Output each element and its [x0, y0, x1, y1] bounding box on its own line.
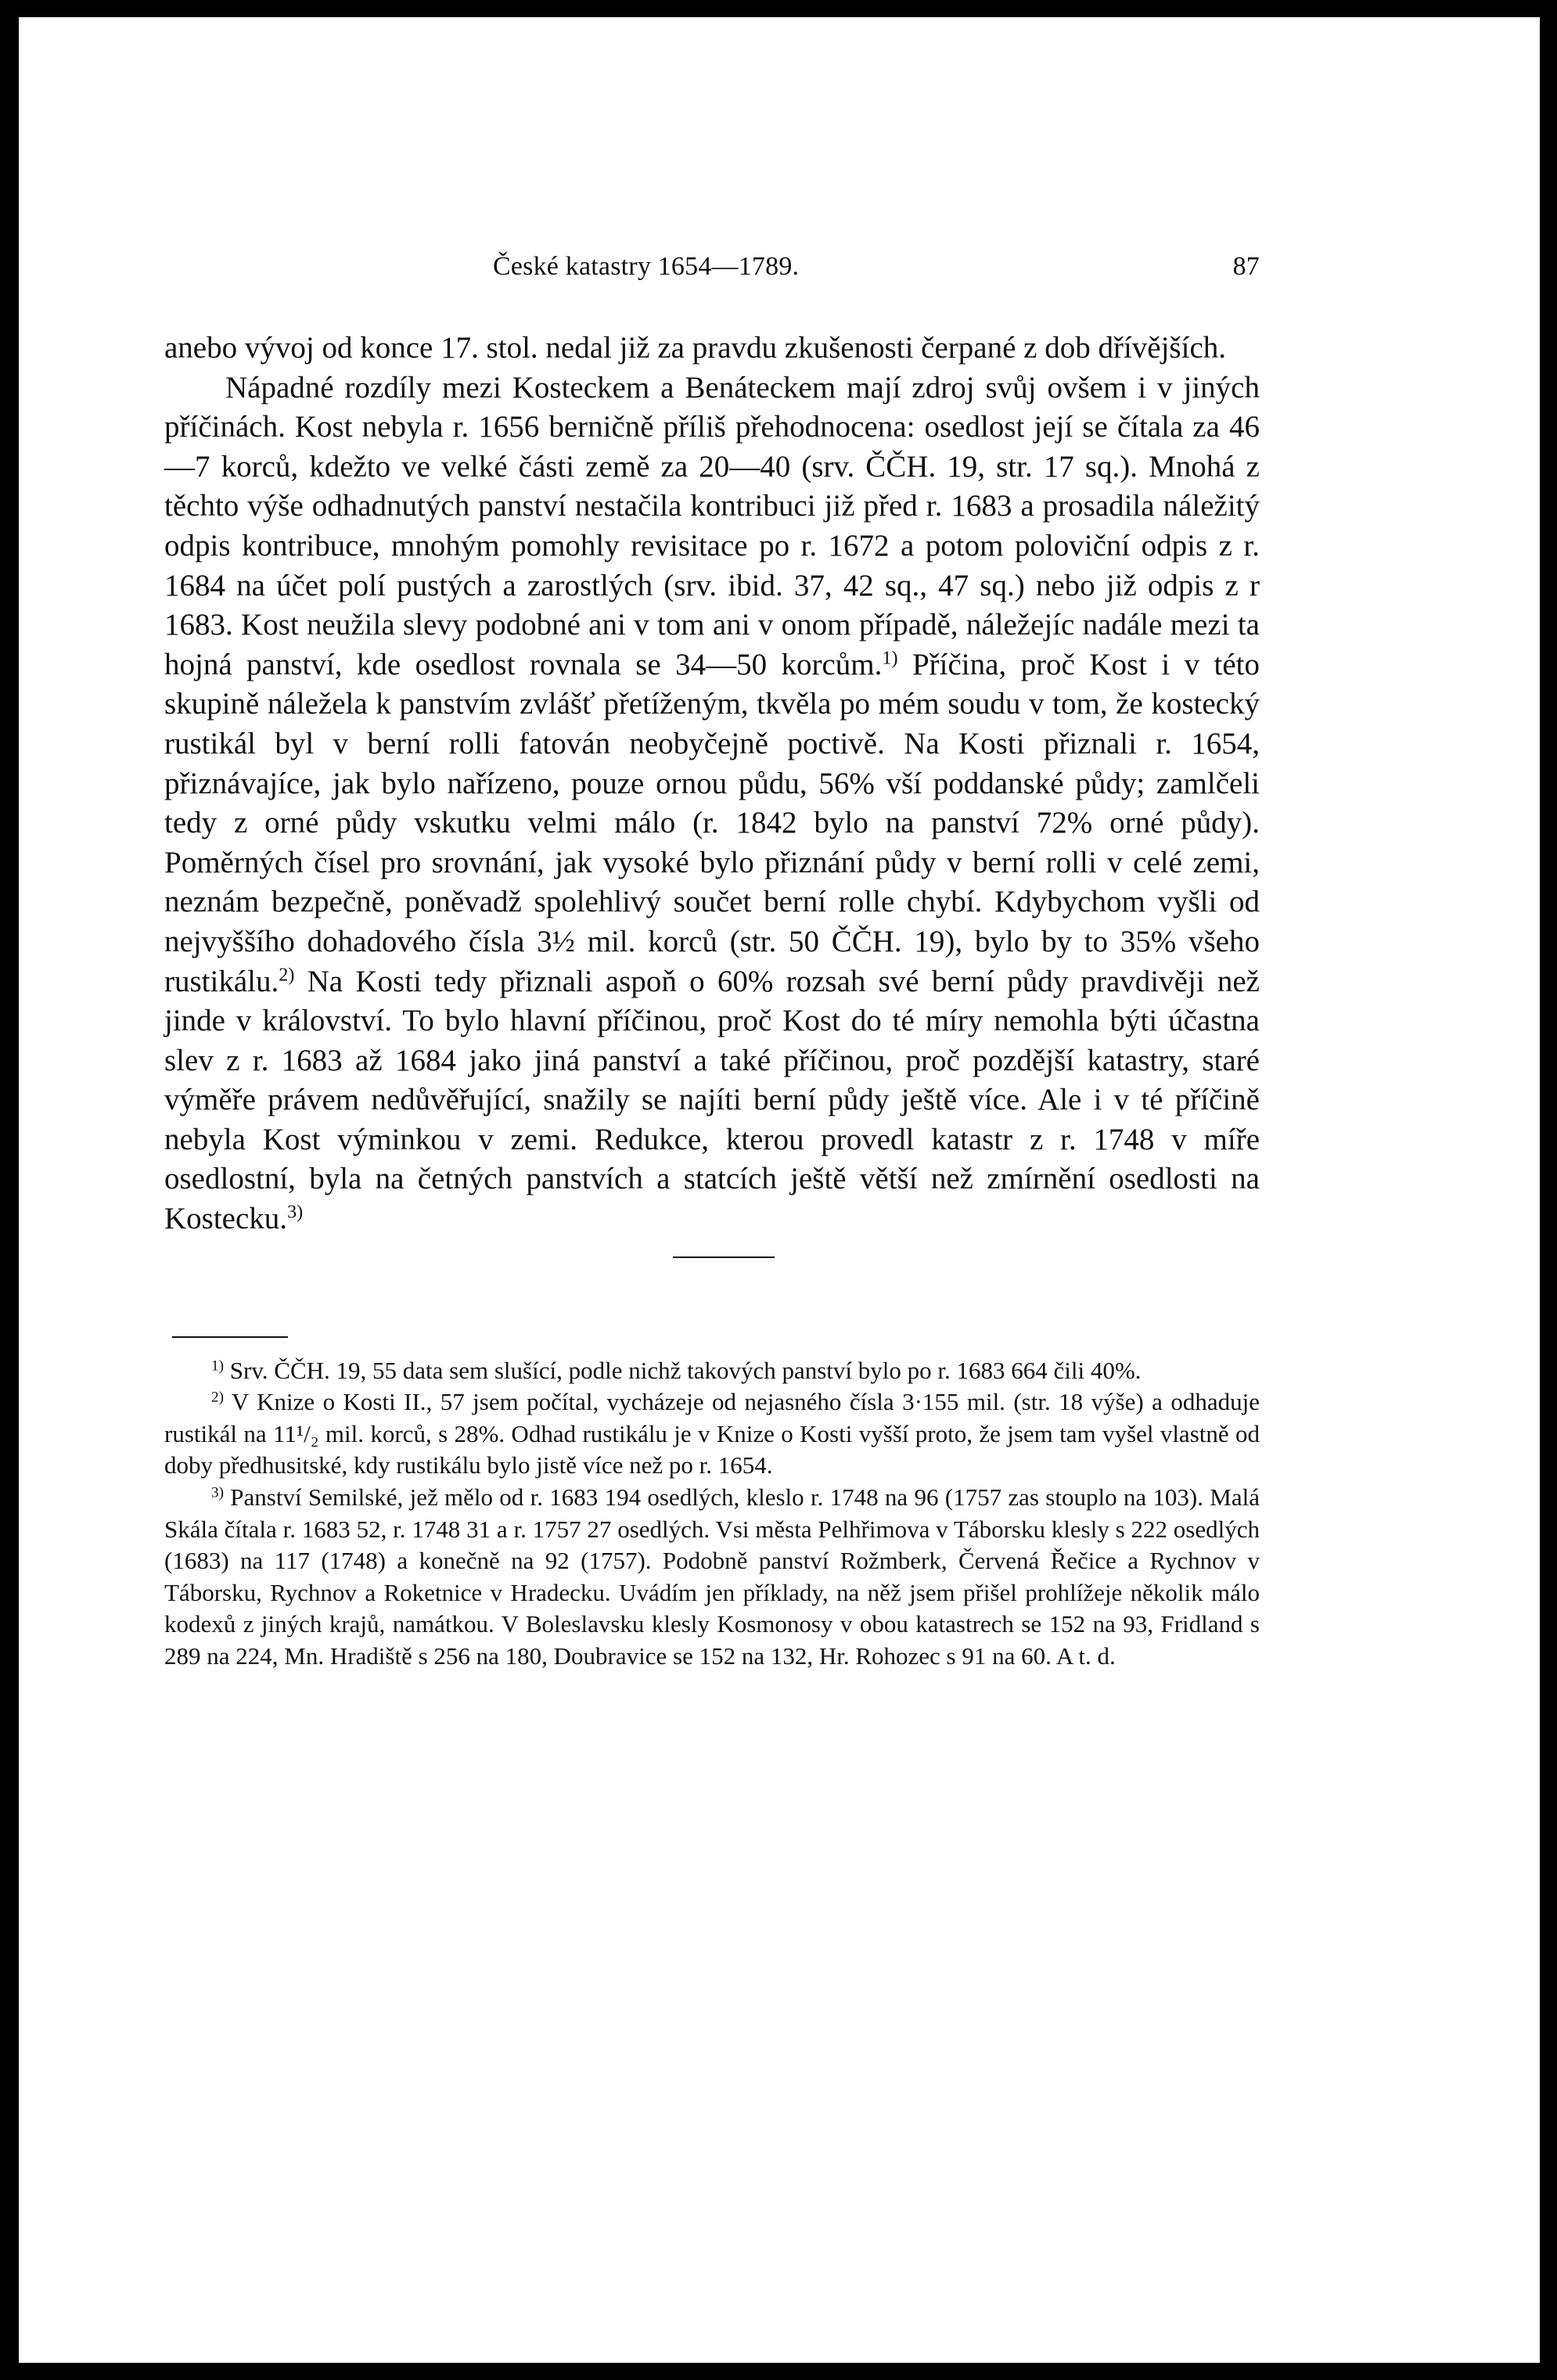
- footnote-ref-2: 2): [279, 964, 295, 986]
- section-end-rule: [673, 1257, 775, 1258]
- footnote-1: [164, 1355, 1260, 1387]
- footnote-2: [164, 1386, 1260, 1482]
- running-title: České katastry 1654—1789.: [493, 252, 800, 281]
- paragraph-2: [164, 369, 1260, 1239]
- footnote-separator: [172, 1336, 288, 1338]
- footnote-3-text: Panství Semilské, jež mělo od r. 1683 194 osedlých, kleslo r. 1748 na 96 (1757 zas stouplo na 103). Malá Skála čítala r. 1683 52, r. 1748 31 a r. 1757 27 osedlých. Vsi města Pelhřimova v Táborsku klesly s 222 osedlých (1683) na 117 (1748) a konečně na 92 (1757). Podobně panství Rožmberk, Červená Řečice a Rychnov v Táborsku, Rychnov a Roketnice v Hradecku. Uvádím jen příklady, na něž jsem přišel prohlížeje několik málo kodexů z jiných krajů, namátkou. V Boleslavsku klesly Kosmonosy v obou katastrech se 152 na 93, Fridland s 289 na 224, Mn. Hradiště s 256 na 180, Doubravice se 152 na 132, Hr. Rohozec s 91 na 60. A t. d.: [164, 1483, 1260, 1670]
- footnote-ref-1: 1): [882, 647, 898, 669]
- body-text: [164, 329, 1260, 1239]
- footnote-3-marker: 3): [211, 1484, 224, 1501]
- paragraph-2-part-3: Na Kosti tedy přiznali aspoň o 60% rozsah své berní půdy pravdivěji než jinde v království. To bylo hlavní příčinou, proč Kost do té míry nemohla býti účastna slev z r. 1683 až 1684 jako jiná panství a také příčinou, proč pozdější katastry, staré výměře právem nedůvěřující, snažily se najíti berní půdy ještě více. Ale i v té příčině nebyla Kost výminkou v zemi. Redukce, kterou provedl katastr z r. 1748 v míře osedlostní, byla na četných panstvích a statcích ještě větší než zmírnění osedlosti na Kostecku.: [164, 964, 1260, 1236]
- footnote-ref-3: 3): [287, 1201, 304, 1223]
- scanned-page: [19, 17, 1540, 2363]
- footnote-2-marker: 2): [211, 1389, 224, 1406]
- page-number: 87: [1232, 252, 1260, 281]
- page-content: [164, 252, 1260, 1673]
- running-header: [164, 252, 1260, 299]
- footnote-1-text: Srv. ČČH. 19, 55 data sem slušící, podle nichž takových panství bylo po r. 1683 664 čili 40%.: [224, 1356, 1142, 1384]
- footnote-1-marker: 1): [211, 1357, 224, 1375]
- paragraph-2-part-2: Příčina, proč Kost i v této skupině náležela k panstvím zvlášť přetíženým, tkvěla po mém soudu v tom, že kostecký rustikál byl v berní rolli fatován neobyčejně poctivě. Na Kosti přiznali r. 1654, přiznávajíce, jak bylo nařízeno, pouze ornou půdu, 56% vší poddanské půdy; zamlčeli tedy z orné půdy vskutku velmi málo (r. 1842 bylo na panství 72% orné půdy). Poměrných čísel pro srovnání, jak vysoké bylo přiznání půdy v berní rolli v celé zemi, neznám bezpečně, poněvadž spolehlivý součet berní rolle chybí. Kdybychom vyšli od nejvyššího dohadového čísla 3½ mil. korců (str. 50 ČČH. 19), bylo by to 35% všeho rustikálu.: [164, 647, 1260, 998]
- footnote-2-text: V Knize o Kosti II., 57 jsem počítal, vycházeje od nejasného čísla 3·155 mil. (str. 18 výše) a odhaduje rustikál na 11¹/₂ mil. korců, s 28%. Odhad rustikálu je v Knize o Kosti vyšší proto, že jsem tam vyšel vlastně od doby předhusitské, kdy rustikálu bylo jistě více než po r. 1654.: [164, 1388, 1260, 1479]
- paragraph-2-part-1: Nápadné rozdíly mezi Kosteckem a Benáteckem mají zdroj svůj ovšem i v jiných příčinách. Kost nebyla r. 1656 berničně příliš přehodnocena: osedlost její se čítala za 46—7 korců, kdežto ve velké části země za 20—40 (srv. ČČH. 19, str. 17 sq.). Mnohá z těchto výše odhadnutých panství nestačila kontribuci již před r. 1683 a prosadila náležitý odpis kontribuce, mnohým pomohly revisitace po r. 1672 a potom poloviční odpis z r. 1684 na účet polí pustých a zarostlých (srv. ibid. 37, 42 sq., 47 sq.) nebo již odpis z r 1683. Kost neužila slevy podobné ani v tom ani v onom případě, náležejíc nadále mezi ta hojná panství, kde osedlost rovnala se 34—50 korcům.: [164, 370, 1260, 681]
- paragraph-1: anebo vývoj od konce 17. stol. nedal již za pravdu zkušenosti čerpané z dob dřívějších.: [164, 331, 1227, 365]
- footnotes: [164, 1355, 1260, 1673]
- footnote-3: [164, 1482, 1260, 1673]
